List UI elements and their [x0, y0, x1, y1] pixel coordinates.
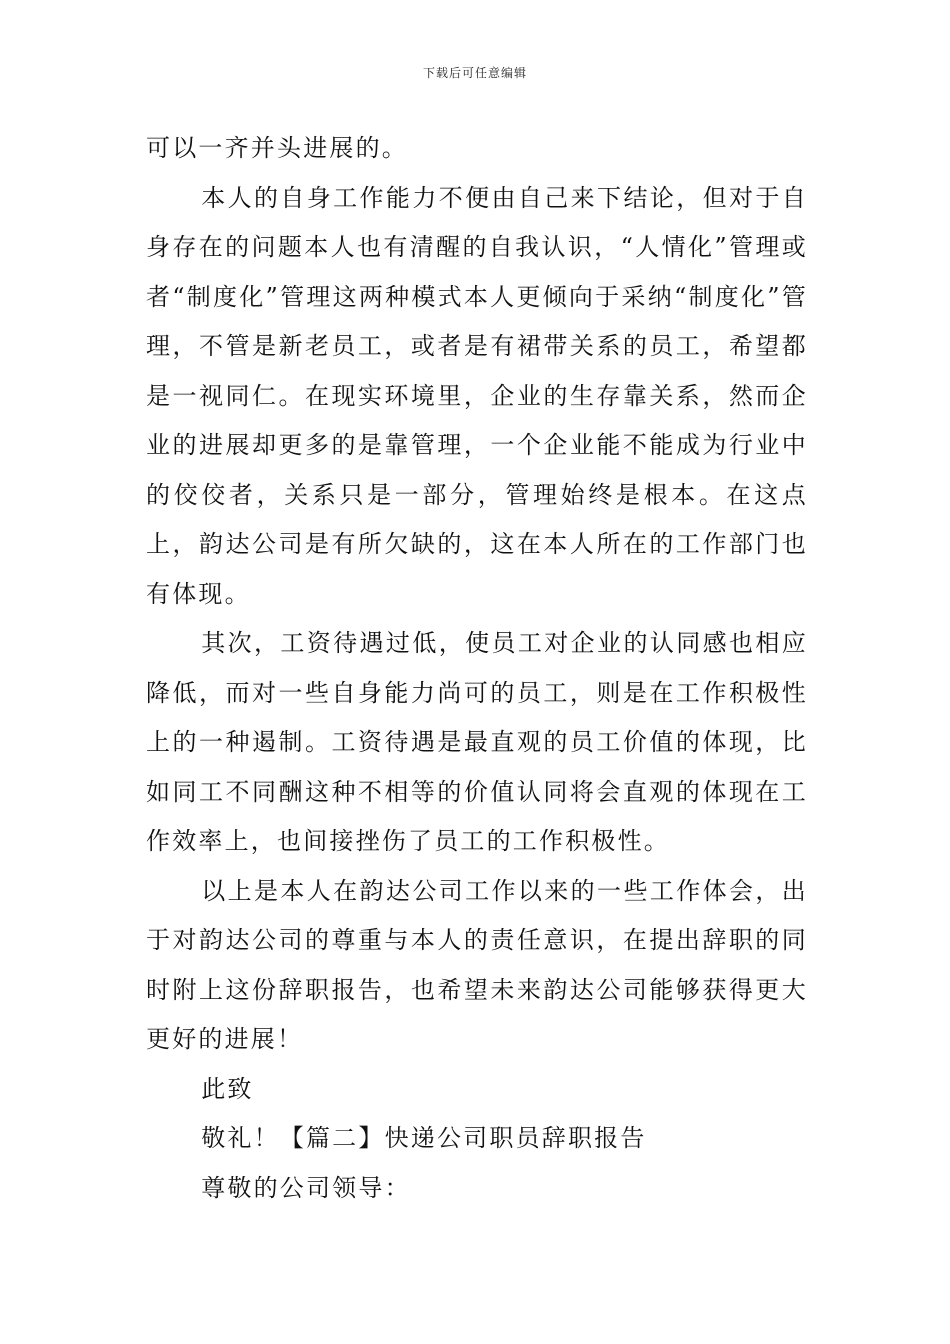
paragraph-conclusion: 以上是本人在韵达公司工作以来的一些工作体会，出于对韵达公司的尊重与本人的责任意识，在提出辞职的同时附上这份辞职报告，也希望未来韵达公司能够获得更大更好的进展！ [146, 876, 808, 1053]
page-header-note: 下载后可任意编辑 [422, 66, 527, 80]
closing-regards-and-section-title: 敬礼！【篇二】快递公司职员辞职报告 [201, 1124, 647, 1152]
paragraph-salary: 其次，工资待遇过低，使员工对企业的认同感也相应降低，而对一些自身能力尚可的员工，则是在工作积极性上的一种遏制。工资待遇是最直观的员工价值的体现，比如同工不同酬这种不相等的价值认同将会直观的体现在工作效率上，也间接挫伤了员工的工作积极性。 [146, 629, 808, 855]
document-body [146, 124, 808, 1213]
paragraph-continuation: 可以一齐并头进展的。 [146, 134, 408, 162]
letter-greeting: 尊敬的公司领导： [201, 1173, 411, 1202]
paragraph-self-assessment: 本人的自身工作能力不便由自己来下结论，但对于自身存在的问题本人也有清醒的自我认识，“人情化”管理或者“制度化”管理这两种模式本人更倾向于采纳“制度化”管理，不管是新老员工，或者是有裙带关系的员工，希望都是一视同仁。在现实环境里，企业的生存靠关系，然而企业的进展却更多的是靠管理，一个企业能不能成为行业中的佼佼者，关系只是一部分，管理始终是根本。在这点上，韵达公司是有所欠缺的，这在本人所在的工作部门也有体现。 [146, 183, 808, 608]
closing-salutation: 此致 [201, 1074, 254, 1103]
